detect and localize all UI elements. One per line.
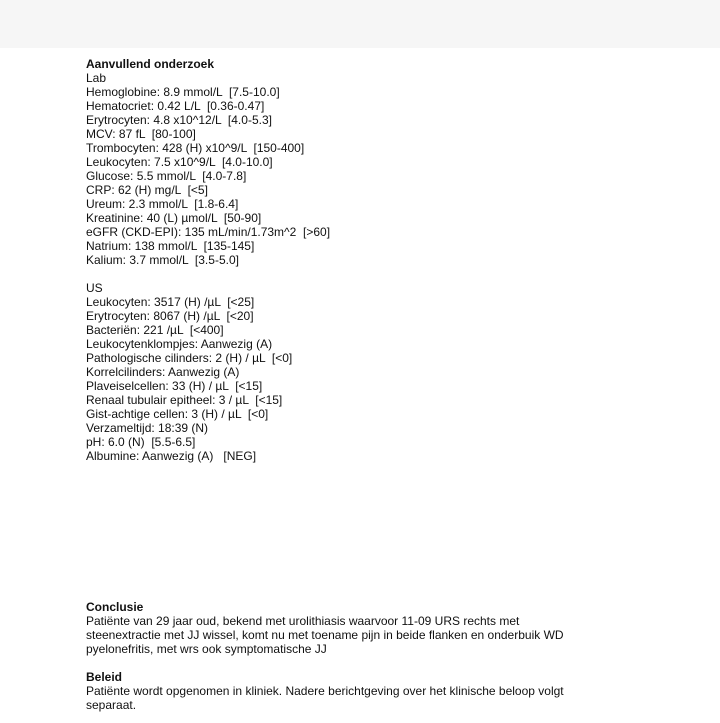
us-row: Korrelcilinders: Aanwezig (A)	[86, 365, 240, 379]
lab-row: Leukocyten: 7.5 x10^9/L [4.0-10.0]	[86, 155, 273, 169]
document-page	[86, 57, 686, 463]
section-heading-beleid: Beleid	[86, 670, 123, 684]
lab-row: Hematocriet: 0.42 L/L [0.36-0.47]	[86, 99, 265, 113]
lab-row: Erytrocyten: 4.8 x10^12/L [4.0-5.3]	[86, 113, 272, 127]
viewer-top-bar	[0, 0, 720, 48]
lab-row: eGFR (CKD-EPI): 135 mL/min/1.73m^2 [>60]	[86, 225, 331, 239]
lab-row: MCV: 87 fL [80-100]	[86, 127, 196, 141]
us-row: Erytrocyten: 8067 (H) /µL [<20]	[86, 309, 254, 323]
lab-row: Kalium: 3.7 mmol/L [3.5-5.0]	[86, 253, 239, 267]
us-row: Bacteriën: 221 /µL [<400]	[86, 323, 224, 337]
lab-row: Ureum: 2.3 mmol/L [1.8-6.4]	[86, 197, 239, 211]
us-row: pH: 6.0 (N) [5.5-6.5]	[86, 435, 196, 449]
lab-row: Natrium: 138 mmol/L [135-145]	[86, 239, 255, 253]
lab-title: Lab	[86, 71, 107, 85]
conclusie-text: Patiënte van 29 jaar oud, bekend met urolithiasis waarvoor 11-09 URS rechts met steenextractie met JJ wissel, komt nu met toename pijn in beide flanken en onderbuik WD pyelonefritis, met wrs ook symptomatische JJ	[86, 614, 564, 656]
us-row: Gist-achtige cellen: 3 (H) / µL [<0]	[86, 407, 269, 421]
us-row: Leukocytenklompjes: Aanwezig (A)	[86, 337, 273, 351]
lab-row: Hemoglobine: 8.9 mmol/L [7.5-10.0]	[86, 85, 280, 99]
lab-row: Trombocyten: 428 (H) x10^9/L [150-400]	[86, 141, 305, 155]
us-row: Pathologische cilinders: 2 (H) / µL [<0]	[86, 351, 293, 365]
conclusion-and-plan	[86, 600, 686, 712]
us-row: Plaveiselcellen: 33 (H) / µL [<15]	[86, 379, 263, 393]
lab-row: CRP: 62 (H) mg/L [<5]	[86, 183, 208, 197]
beleid-text: Patiënte wordt opgenomen in kliniek. Nadere berichtgeving over het klinische beloop volgt separaat.	[86, 684, 564, 712]
us-row: Albumine: Aanwezig (A) [NEG]	[86, 449, 257, 463]
section-heading-onderzoek: Aanvullend onderzoek	[86, 57, 215, 71]
spacer	[86, 656, 686, 670]
section-heading-conclusie: Conclusie	[86, 600, 144, 614]
spacer	[86, 267, 686, 281]
us-title: US	[86, 281, 103, 295]
us-row: Leukocyten: 3517 (H) /µL [<25]	[86, 295, 255, 309]
lab-row: Kreatinine: 40 (L) µmol/L [50-90]	[86, 211, 262, 225]
us-row: Verzameltijd: 18:39 (N)	[86, 421, 209, 435]
us-row: Renaal tubulair epitheel: 3 / µL [<15]	[86, 393, 283, 407]
lab-row: Glucose: 5.5 mmol/L [4.0-7.8]	[86, 169, 247, 183]
